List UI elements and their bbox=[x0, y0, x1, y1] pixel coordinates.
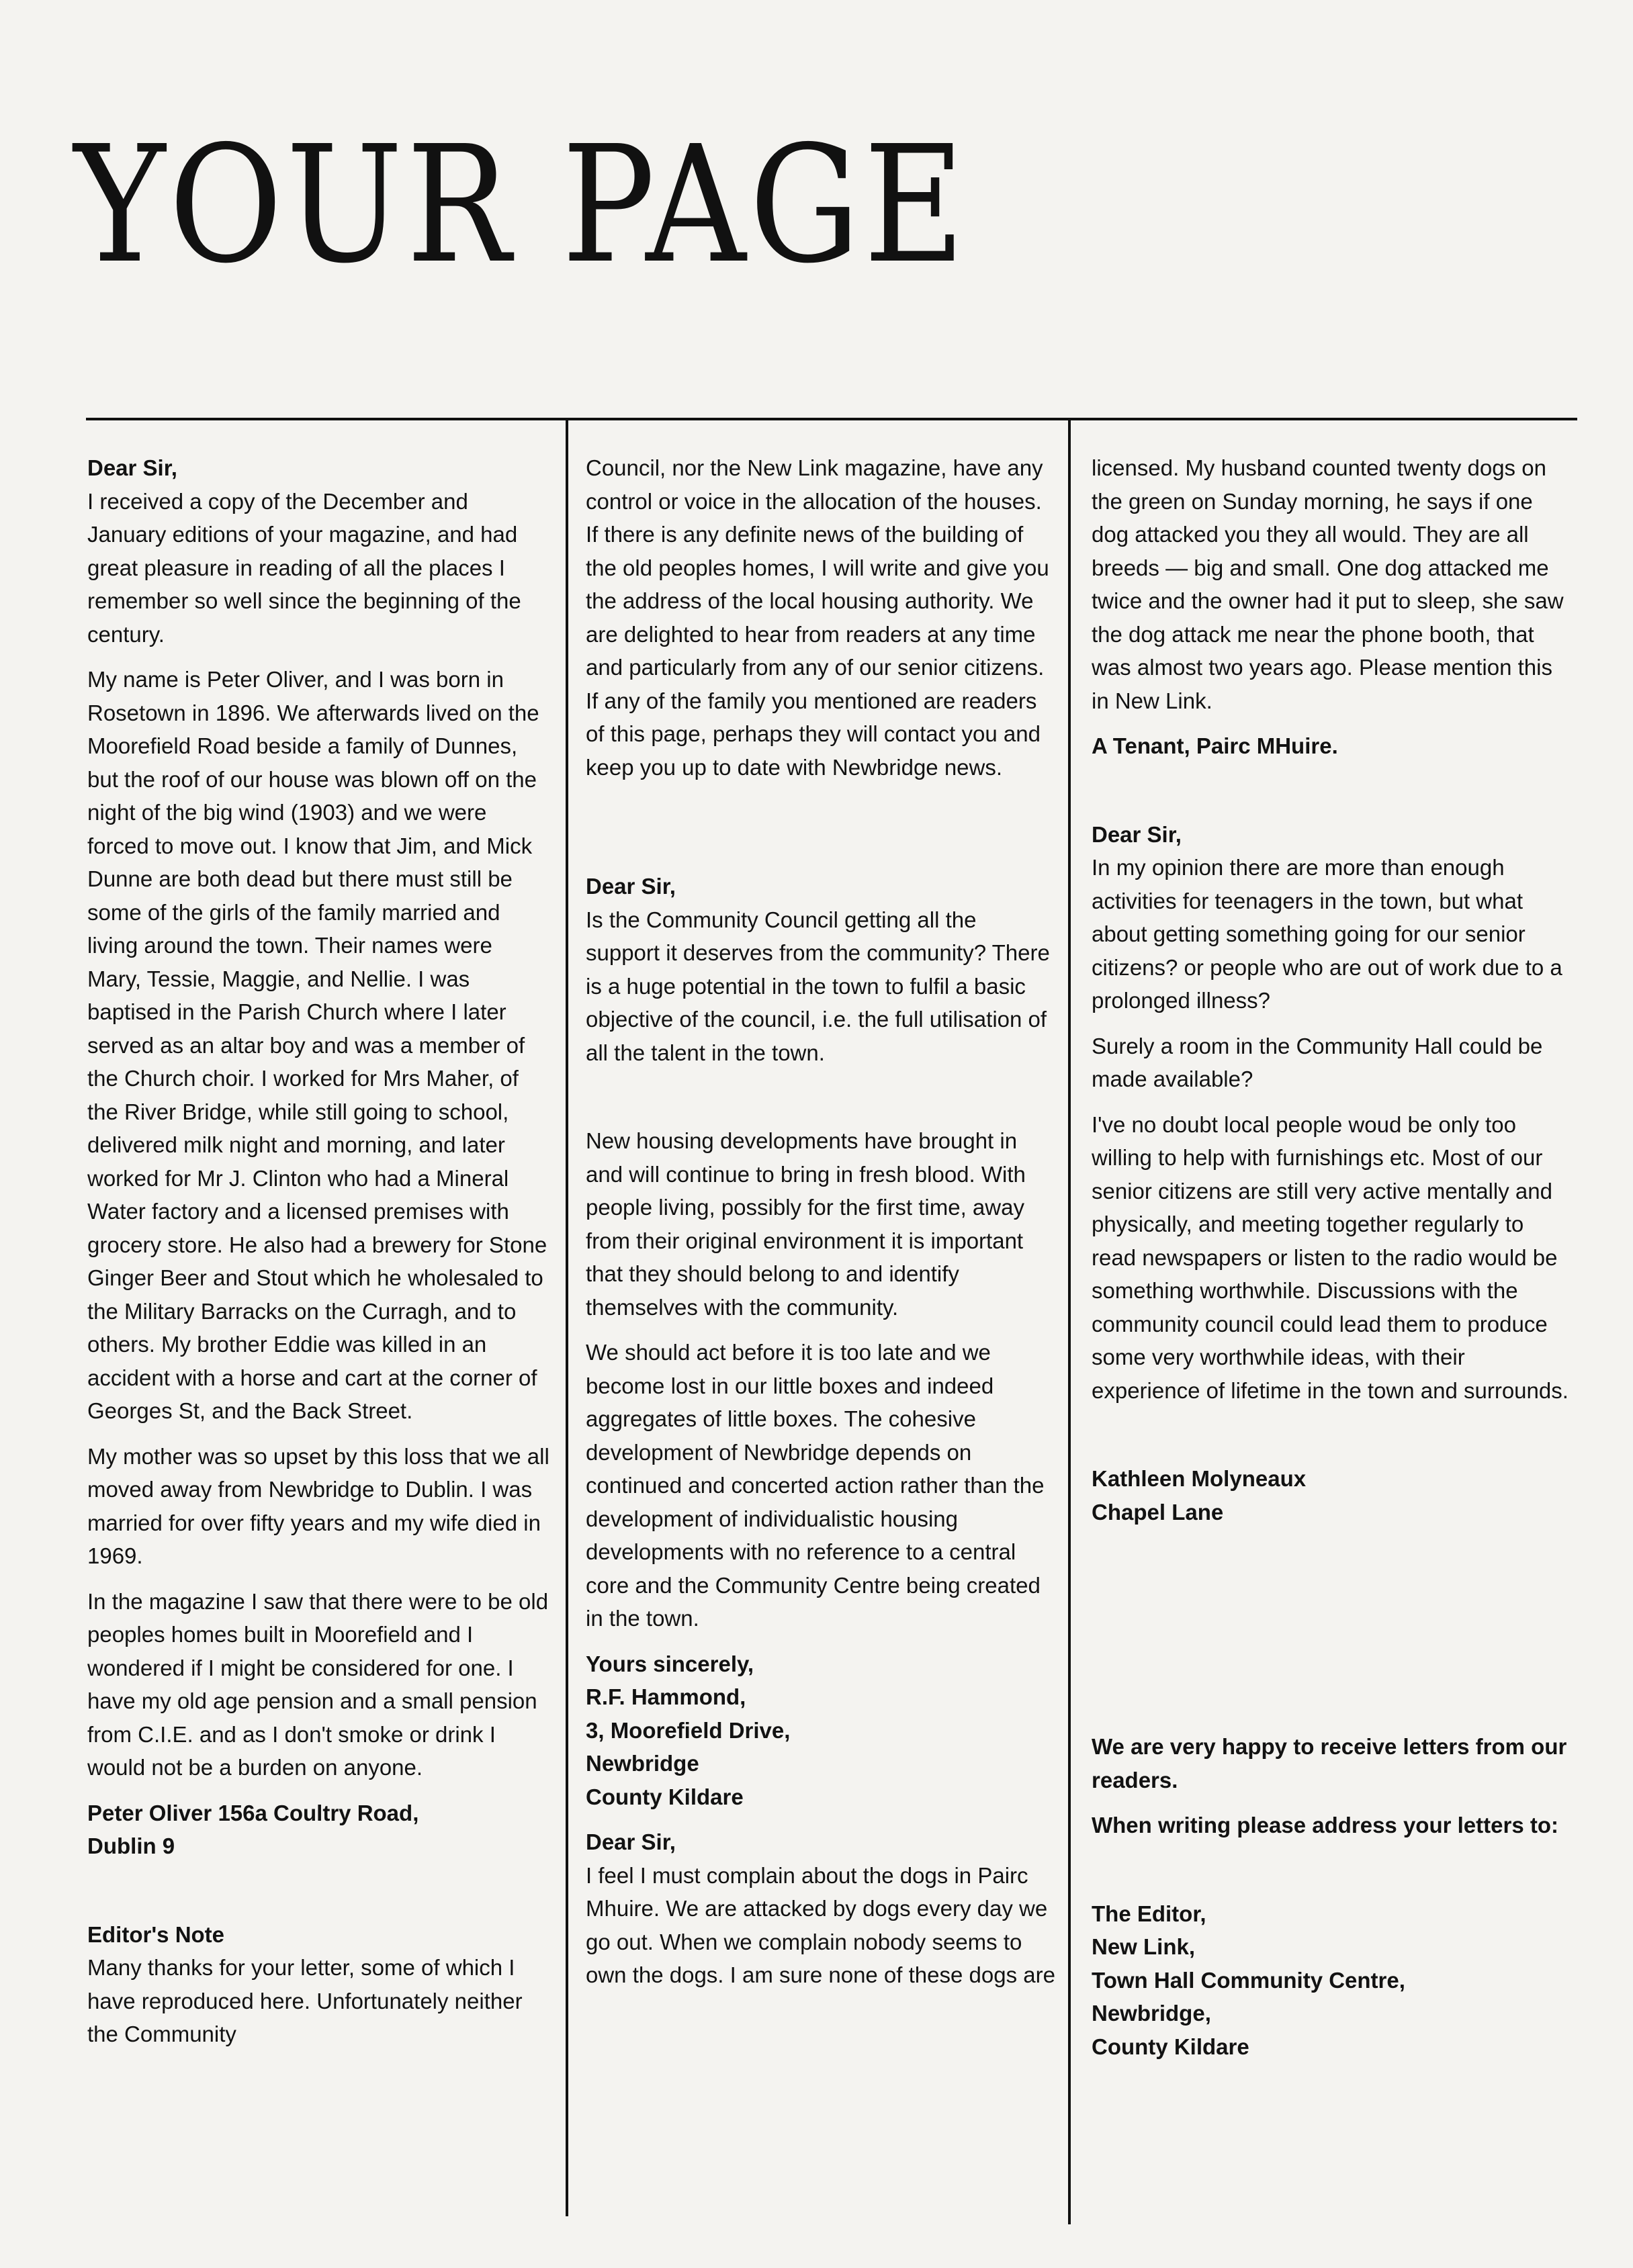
editor-address bbox=[1092, 1897, 1569, 2064]
letter-4-paragraph-1: In my opinion there are more than enough activities for teenagers in the town, but what about getting something going for our senior citizens? or people who are out of work due to a prolonged illness? bbox=[1092, 855, 1562, 1013]
letter-4-paragraph-3: I've no doubt local people woud be only too willing to help with furnishings etc. Most of our senior citizens are still very active mentally and physically, and meeting together regularly to read newspapers or listen to the radio would be something worthwhile. Discussions with the community council could lead them to produce some very worthwhile ideas, with their experience of lifetime in the town and surrounds. bbox=[1092, 1112, 1569, 1403]
page-title: YOUR PAGE bbox=[74, 111, 969, 299]
column-2 bbox=[586, 451, 1056, 1992]
letter-2-signature bbox=[586, 1647, 1056, 1814]
letter-3-continued: licensed. My husband counted twenty dogs on the green on Sunday morning, he says if one dog attacked you they all would. They are all breeds — big and small. One dog attacked me twice and the owner had it put to sleep, she saw the dog attack me near the phone booth, that was almost two years ago. Please mention this in New Link. bbox=[1092, 455, 1564, 713]
editor-address-line-1: The Editor, bbox=[1092, 1901, 1206, 1926]
letter-2-signature-line-2: R.F. Hammond, bbox=[586, 1684, 746, 1709]
editor-notice bbox=[1092, 1730, 1569, 1842]
letter-4-signature bbox=[1092, 1462, 1569, 1529]
letter-1-signature bbox=[87, 1797, 551, 1863]
letter-1-signature-line-2: Dublin 9 bbox=[87, 1833, 175, 1858]
editor-address-line-4: Newbridge, bbox=[1092, 2001, 1211, 2026]
column-1 bbox=[87, 451, 551, 2051]
editors-note-continued: Council, nor the New Link magazine, have any control or voice in the allocation of the houses. If there is any definite news of the building of the old peoples homes, I will write and give you the address of the local housing authority. We are delighted to hear from readers at any time and particularly from any of our senior citizens. If any of the family you mentioned are readers of this page, perhaps they will contact you and keep you up to date with Newbridge news. bbox=[586, 455, 1049, 780]
letter-1-salutation: Dear Sir, bbox=[87, 455, 177, 480]
column-divider-1 bbox=[566, 418, 568, 2216]
editor-address-line-2: New Link, bbox=[1092, 1934, 1196, 1959]
editor-notice-line-2: When writing please address your letters to: bbox=[1092, 1813, 1558, 1838]
letter-2-paragraph-1: Is the Community Council getting all the support it deserves from the community? There is a huge potential in the town to fulfil a basic objective of the council, i.e. the full utilisation of all the talent in the town. bbox=[586, 907, 1050, 1065]
letter-4-signature-line-2: Chapel Lane bbox=[1092, 1499, 1224, 1525]
letter-2-salutation: Dear Sir, bbox=[586, 874, 676, 899]
column-3 bbox=[1092, 451, 1569, 2063]
letter-1-paragraph-2: My name is Peter Oliver, and I was born in Rosetown in 1896. We afterwards lived on the Moorefield Road beside a family of Dunnes, but the roof of our house was blown off on the night of the big wind (1903) and we were forced to move out. I know that Jim, and Mick Dunne are both dead but there must still be some of the girls of the family married and living around the town. Their names were Mary, Tessie, Maggie, and Nellie. I was baptised in the Parish Church where I later served as an altar boy and was a member of the Church choir. I worked for Mrs Maher, of the River Bridge, while still going to school, delivered milk night and morning, and later worked for Mr J. Clinton who had a Mineral Water factory and a licensed premises with grocery store. He also had a brewery for Stone Ginger Beer and Stout which he wholesaled to the Military Barracks on the Curragh, and to others. My brother Eddie was killed in an accident with a horse and cart at the corner of Georges St, and the Back Street. bbox=[87, 667, 547, 1423]
editor-address-line-5: County Kildare bbox=[1092, 2034, 1249, 2059]
letter-2-paragraph-3: We should act before it is too late and we become lost in our little boxes and indeed aggregates of little boxes. The cohesive development of Newbridge depends on continued and concerted action rather than the development of individualistic housing developments with no reference to a central core and the Community Centre being created in the town. bbox=[586, 1340, 1045, 1631]
letter-2-paragraph-2: New housing developments have brought in and will continue to bring in fresh blood. With people living, possibly for the first time, away from their original environment it is important that they should belong to and identify themselves with the community. bbox=[586, 1128, 1026, 1320]
letter-4-signature-line-1: Kathleen Molyneaux bbox=[1092, 1466, 1307, 1491]
letter-1-paragraph-1: I received a copy of the December and January editions of your magazine, and had great pleasure in reading of all the places I remember so well since the beginning of the century. bbox=[87, 488, 521, 647]
letter-3-paragraph-1: I feel I must complain about the dogs in Pairc Mhuire. We are attacked by dogs every day we go out. When we complain nobody seems to own the dogs. I am sure none of these dogs are bbox=[586, 1862, 1055, 1987]
letter-4-paragraph-2: Surely a room in the Community Hall could be made available? bbox=[1092, 1033, 1543, 1091]
letter-2-signature-line-1: Yours sincerely, bbox=[586, 1651, 754, 1676]
letter-2-signature-line-4: Newbridge bbox=[586, 1751, 699, 1776]
editor-address-line-3: Town Hall Community Centre, bbox=[1092, 1967, 1405, 1993]
letter-2-signature-line-3: 3, Moorefield Drive, bbox=[586, 1717, 791, 1743]
editor-notice-line-1: We are very happy to receive letters from our readers. bbox=[1092, 1734, 1567, 1793]
letter-2-signature-line-5: County Kildare bbox=[586, 1784, 744, 1809]
letter-1-signature-line-1: Peter Oliver 156a Coultry Road, bbox=[87, 1800, 419, 1825]
editors-note-text: Many thanks for your letter, some of which I have reproduced here. Unfortunately neither the Community bbox=[87, 1955, 523, 2046]
letter-1-paragraph-4: In the magazine I saw that there were to be old peoples homes built in Moorefield and I wondered if I might be considered for one. I have my old age pension and a small pension from C.I.E. and as I don't smoke or drink I would not be a burden on anyone. bbox=[87, 1588, 549, 1780]
editors-note-heading: Editor's Note bbox=[87, 1921, 225, 1947]
column-divider-2 bbox=[1068, 418, 1071, 2224]
letter-4-salutation: Dear Sir, bbox=[1092, 821, 1182, 847]
header-rule bbox=[86, 418, 1577, 420]
letter-3-signature: A Tenant, Pairc MHuire. bbox=[1092, 733, 1338, 758]
letter-1-paragraph-3: My mother was so upset by this loss that we all moved away from Newbridge to Dublin. I was married for over fifty years and my wife died in 1969. bbox=[87, 1443, 549, 1568]
letter-3-salutation: Dear Sir, bbox=[586, 1829, 676, 1854]
